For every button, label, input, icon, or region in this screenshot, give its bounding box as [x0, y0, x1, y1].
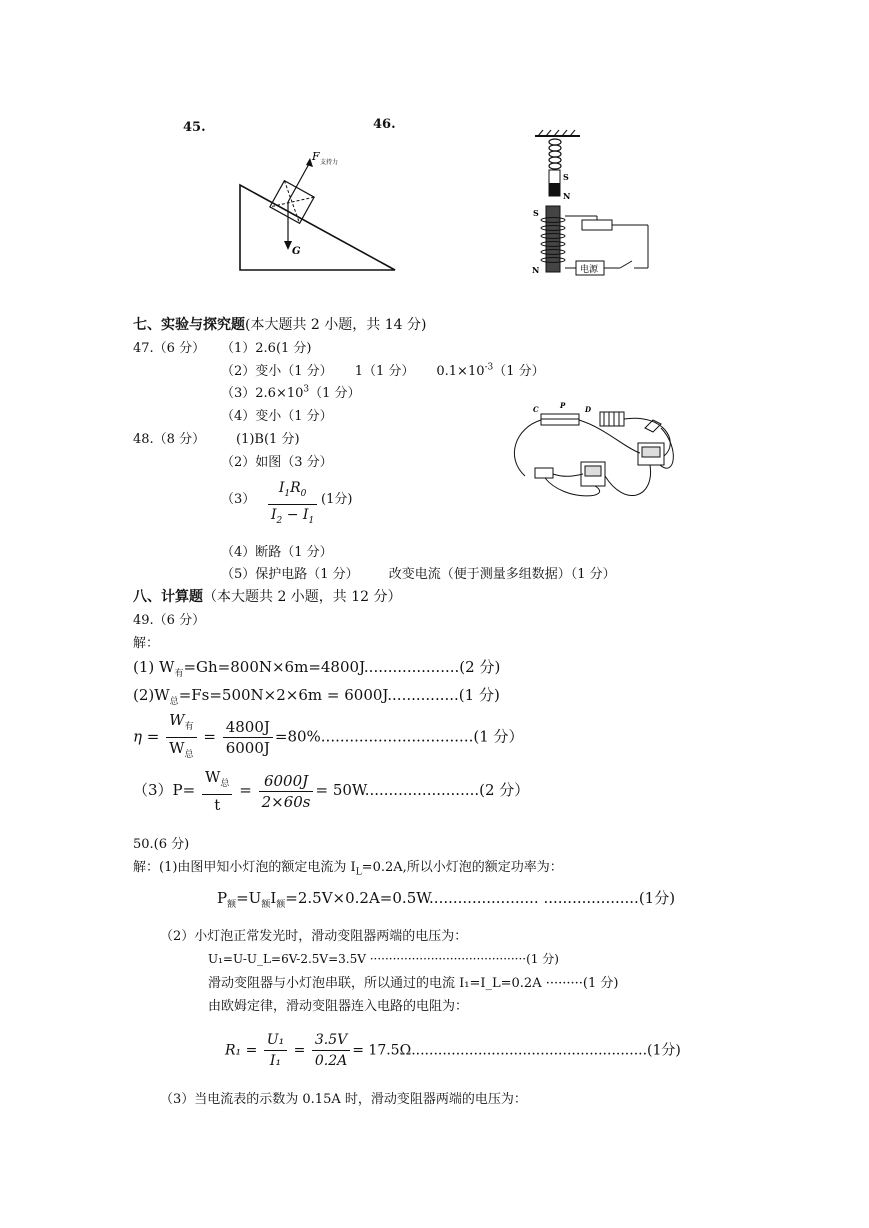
q47-line2-c [436, 364, 544, 379]
force-label: F [312, 150, 320, 163]
q48-head: 48.（8 分） [133, 432, 206, 447]
q49-frac2 [223, 717, 273, 758]
q47-line3 [221, 382, 361, 401]
q50-r-frac2-den: 0.2A [314, 1053, 348, 1069]
electromagnet-diagram [500, 128, 660, 278]
q48-line2: （2）如图（3 分） [221, 455, 333, 470]
q49-frac1-den-sub: 总 [184, 750, 194, 760]
q50-p-pre: P [217, 889, 228, 907]
q49-eq: = [203, 727, 216, 746]
gravity-label: G [292, 246, 301, 257]
q49-line1-post: =Gh=800N×6m=4800J....................(2 分) [183, 658, 501, 676]
section8-note: （本大题共 2 小题，共 12 分） [203, 589, 402, 605]
q49-frac3 [202, 767, 232, 815]
q50-r-frac1-num: U₁ [264, 1030, 287, 1051]
q49-frac4-num: 6000J [259, 771, 314, 792]
q50-r-frac1-den: I₁ [269, 1053, 282, 1069]
q50-line2: （2）小灯泡正常发光时，滑动变阻器两端的电压为： [160, 929, 468, 944]
q50-line1-sub: L [355, 867, 362, 878]
q50-r-frac2 [312, 1030, 350, 1071]
section7-heading [133, 314, 426, 334]
q49-frac3-num: W [205, 768, 221, 786]
q50-head: 50.(6 分) [133, 837, 190, 852]
q50-line4: 滑动变阻器与小灯泡串联，所以通过的电流 I₁=I_L=0.2A ·········(1 分) [208, 976, 619, 991]
q49-frac3-den: t [214, 796, 221, 814]
q48-line1: (1)B(1 分) [236, 432, 300, 447]
q50-line1-pre: 解：(1)由图甲知小灯泡的额定电流为 I [133, 860, 356, 875]
q47-line2-a: （2）变小（1 分） [221, 364, 333, 379]
q48-line5-b: 改变电流（便于测量多组数据）（1 分） [388, 567, 616, 582]
q49-frac4-den: 2×60s [261, 792, 311, 811]
q49-line4-post: = 50W........................(2 分） [315, 781, 530, 799]
power-label: 电源 [580, 265, 599, 275]
q47-line2 [221, 360, 545, 379]
q49-frac2-den: 6000J [225, 739, 270, 757]
q48-fraction-den: $I_2 - I_1$ [271, 506, 315, 526]
q50-line3: U₁=U-U_L=6V-2.5V=3.5V ·········································(1 分) [208, 952, 559, 966]
q49-line1 [133, 656, 500, 679]
q50-line1 [133, 856, 563, 878]
q49-frac1-num-sub: 有 [184, 722, 194, 732]
q48-line5-a: （5）保护电路（1 分） [221, 567, 359, 582]
q49-frac1-den: W [169, 739, 185, 757]
pole-n-top: N [563, 191, 571, 201]
q49-line1-sub: 有 [174, 669, 184, 679]
section8-title: 八、计算题 [133, 589, 203, 605]
q50-r-frac2-num: 3.5V [312, 1030, 350, 1051]
q49-jie: 解： [133, 636, 160, 651]
q49-head: 49.（6 分） [133, 613, 206, 628]
q49-line3-post: =80%................................(1 分） [274, 727, 524, 746]
q48-line3-score: (1分) [321, 492, 353, 507]
q48-line5 [221, 563, 616, 582]
q50-line1-post: =0.2A,所以小灯泡的额定功率为： [361, 860, 563, 875]
q47-head: 47.（6 分） [133, 341, 206, 356]
pole-s-top: S [563, 172, 569, 182]
force-sub-label: 支持力 [320, 159, 339, 166]
q49-line1-pre: (1) W [133, 658, 175, 676]
fig46-label: 46. [373, 117, 396, 132]
circuit-wiring-diagram [505, 398, 685, 513]
q48-formula [266, 478, 319, 531]
q50-resistance-formula: R₁ = $\frac{\text{U₁}}{\text{I₁}}$ = $\frac{3.5V}{0.2A}$ = 17.5Ω.....................................................(1分) [225, 1032, 681, 1069]
q49-line2-post: =Fs=500N×2×6m = 6000J...............(1 分) [178, 686, 500, 704]
q49-frac1-num: W [169, 711, 185, 729]
q47-line3-exp: 3 [303, 384, 310, 395]
q49-line2-pre: (2)W [133, 686, 170, 704]
q47-line2-b: 1（1 分） [354, 364, 415, 379]
q50-p-sub2: 额 [261, 900, 271, 910]
q48-line3-prefix: （3） [221, 492, 256, 507]
section7-title: 七、实验与探究题 [133, 317, 245, 333]
q47-line4: （4）变小（1 分） [221, 409, 333, 424]
q50-p-sub3: 额 [276, 900, 286, 910]
q49-frac4 [259, 771, 314, 812]
section7-note: (本大题共 2 小题，共 14 分) [245, 317, 427, 333]
q48-line4: （4）断路（1 分） [221, 545, 333, 560]
q47-line2-c-score: （1 分） [493, 364, 545, 379]
q49-eq2: = [239, 781, 252, 799]
q47-line1: （1）2.6(1 分) [221, 341, 312, 356]
q47-line2-c-base: 0.1×10 [436, 364, 485, 379]
incline-force-diagram [230, 140, 410, 280]
q50-p-mid: =U [236, 889, 262, 907]
q50-power-formula [217, 887, 675, 910]
q50-p-sub: 额 [227, 900, 237, 910]
q50-r-frac1 [264, 1030, 287, 1071]
q49-line4-pre: （3）P= [133, 781, 196, 799]
q49-power-line [133, 767, 529, 815]
circuit-p-label: P [560, 401, 566, 410]
q50-line5: 由欧姆定律，滑动变阻器连入电路的电阻为： [208, 999, 469, 1014]
pole-n-bottom: N [532, 265, 540, 275]
q49-frac1 [166, 710, 196, 765]
q48-fraction [268, 478, 317, 531]
pole-s-bottom: S [533, 208, 539, 218]
fig45-label: 45. [183, 120, 206, 135]
circuit-d-label: D [585, 405, 592, 414]
section8-heading [133, 586, 402, 606]
q50-r-pre: R₁ = [225, 1042, 258, 1059]
q47-line3-base: （3）2.6×10 [221, 386, 304, 401]
q47-line3-score: （1 分） [309, 386, 361, 401]
q50-r-post: = 17.5Ω.....................................................(1分) [352, 1042, 681, 1059]
q50-p-post: =2.5V×0.2A=0.5W....................... ....................(1分) [285, 889, 676, 907]
q50-p-mid2: I [270, 889, 277, 907]
q49-frac2-num: 4800J [223, 717, 273, 738]
q48-fraction-num: $I_1R_0$ [268, 478, 317, 505]
q47-line2-c-exp: -3 [484, 362, 494, 373]
q49-line2-sub: 总 [169, 697, 179, 707]
q49-frac3-num-sub: 总 [220, 779, 230, 789]
circuit-c-label: C [533, 405, 539, 414]
q49-efficiency-line [133, 710, 524, 765]
q49-line2 [133, 684, 500, 707]
q50-line6: （3）当电流表的示数为 0.15A 时，滑动变阻器两端的电压为： [160, 1092, 527, 1107]
q49-eta: η = [133, 727, 160, 746]
